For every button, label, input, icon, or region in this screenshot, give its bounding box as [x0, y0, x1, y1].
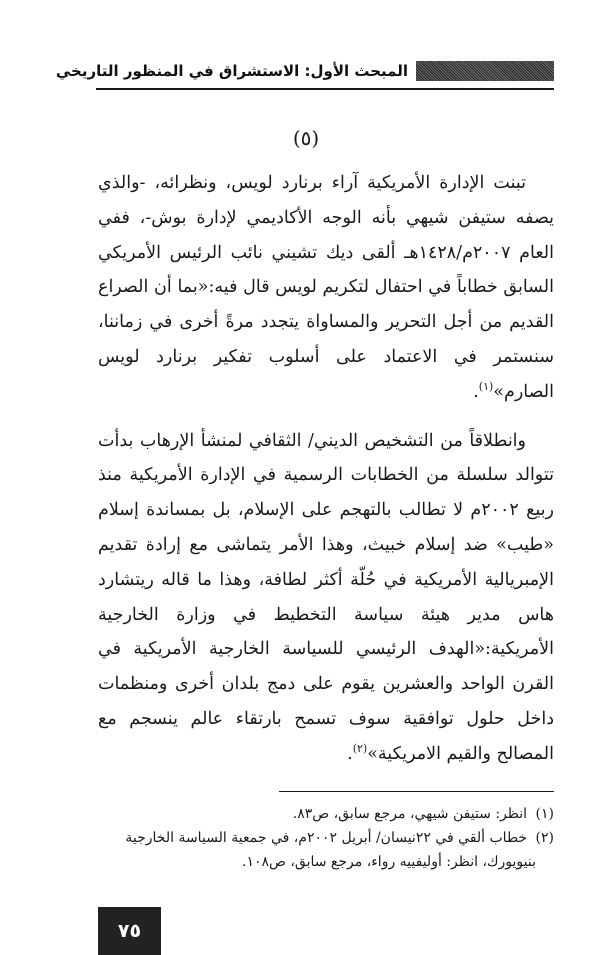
footnote-reference: (١) [478, 379, 494, 393]
page-number: ٧٥ [98, 907, 161, 955]
paragraph-end: . [473, 381, 479, 402]
footnote-text: خطاب ألقي في ٢٢نيسان/ أبريل ٢٠٠٢م، في جمعية السياسة الخارجية [125, 830, 528, 846]
section-number: (٥) [292, 126, 320, 150]
paragraph-text: تبنت الإدارة الأمريكية آراء برنارد لويس، ونظرائه، -والذي يصفه ستيفن شيهي بأنه الوجه الأكاديمي لإدارة بوش-، ففي العام ٢٠٠٧م/١٤٢٨هـ ألقى ديك تشيني نائب الرئيس الأمريكي السابق خطاباً في احتفال لتكريم لويس قال فيه:«بما أن الصراع القديم من أجل التحرير والمساواة يتجدد مرةً أخرى في زماننا، سنستمر في الاعتماد على أسلوب تفكير برنارد لويس الصارم» [98, 173, 554, 402]
footnote-item [98, 802, 554, 826]
footnote-text: انظر: ستيفن شيهي، مرجع سابق، ص٨٣. [292, 806, 528, 822]
header-decorative-bar [416, 61, 554, 81]
header-rule [96, 88, 554, 90]
paragraph [98, 166, 554, 410]
running-header [55, 58, 554, 84]
paragraph-end: . [347, 743, 353, 764]
footnote-reference: (٢) [352, 741, 368, 755]
running-header-title: المبحث الأول: الاستشراق في المنظور التاريخي [55, 62, 408, 80]
footnote-continuation: بنيويورك، انظر: أوليفييه رواء، مرجع سابق، ص١٠٨. [242, 854, 536, 870]
footnote-item [98, 826, 554, 874]
footnote-number: (١) [535, 806, 554, 822]
paragraph-text: وانطلاقاً من التشخيص الديني/ الثقافي لمنشأ الإرهاب بدأت تتوالد سلسلة من الخطابات الرسمية في الإدارة الأمريكية منذ ربيع ٢٠٠٢م لا تطالب بالتهجم على الإسلام، بل بمساندة إسلام «طيب» ضد إسلام خبيث، وهذا الأمر يتماشى مع إرادة تقديم الإمبريالية الأمريكية في حُلّة أكثر لطافة، وهذا ما قاله ريتشارد هاس مدير هيئة سياسة التخطيط في وزارة الخارجية الأمريكية:«الهدف الرئيسي للسياسة الخارجية الأمريكية في القرن الواحد والعشرين يقوم على دمج بلدان أخرى ومنظمات داخل حلول توافقية سوف تسمح بارتقاء عالم ينسجم مع المصالح والقيم الامريكية» [98, 430, 554, 764]
paragraph [98, 424, 554, 772]
footnote-separator [279, 791, 554, 792]
footnotes [98, 802, 554, 874]
body-text [98, 166, 554, 772]
footnote-number: (٢) [535, 830, 554, 846]
